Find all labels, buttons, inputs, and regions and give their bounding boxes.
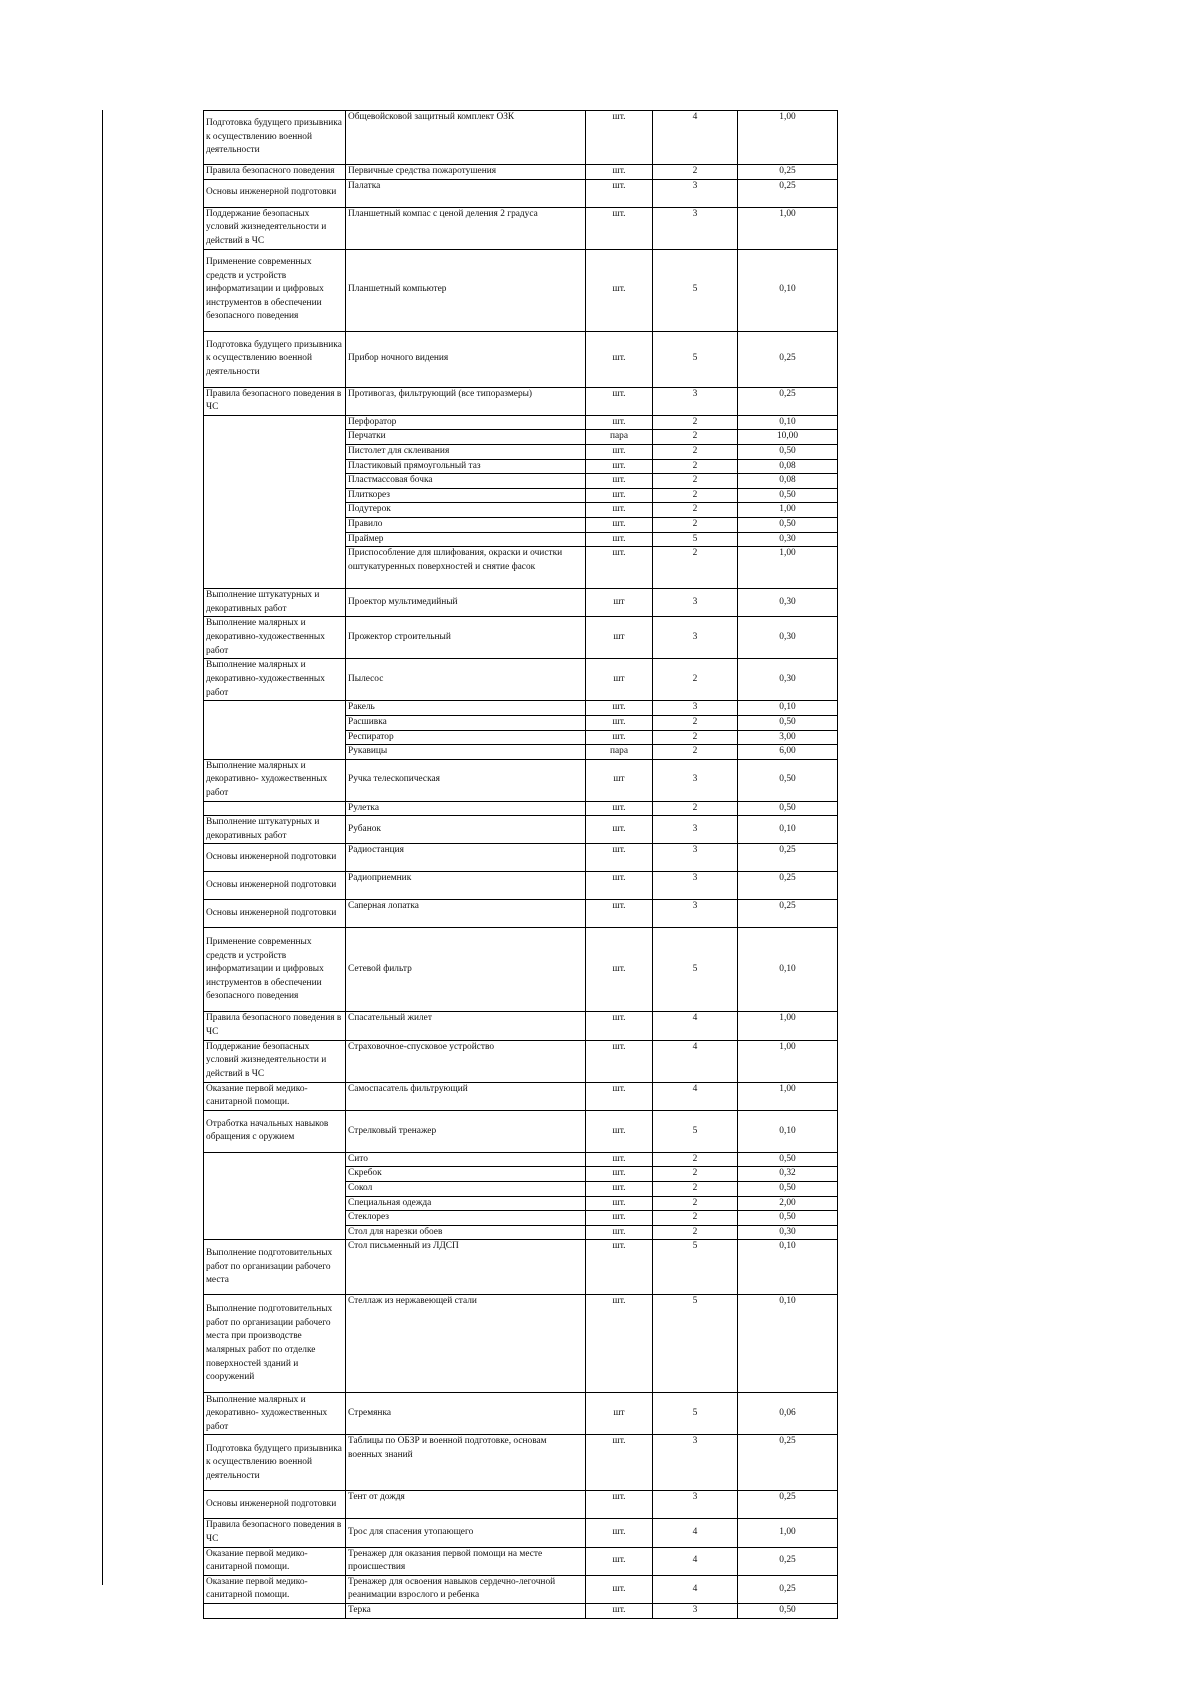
section-cell: Правила безопасного поведения в ЧС [204,1012,346,1040]
unit-cell: шт. [586,701,653,716]
item-name-cell: Радиостанция [346,844,586,872]
item-name-cell: Праймер [346,532,586,547]
quantity-cell: 3 [653,1435,738,1491]
coefficient-cell: 0,30 [738,1225,838,1240]
table-row [204,1040,838,1082]
item-name-cell: Трос для спасения утопающего [346,1519,586,1547]
unit-cell: шт. [586,1519,653,1547]
item-name-cell: Спасательный жилет [346,1012,586,1040]
coefficient-cell: 0,30 [738,617,838,659]
item-name-cell: Перфоратор [346,415,586,430]
section-cell [204,415,346,588]
section-cell: Основы инженерной подготовки [204,872,346,900]
coefficient-cell: 0,50 [738,1211,838,1226]
section-cell: Правила безопасного поведения в ЧС [204,387,346,415]
item-name-cell: Тент от дождя [346,1491,586,1519]
coefficient-cell: 0,32 [738,1167,838,1182]
table-row [204,249,838,331]
quantity-cell: 2 [653,165,738,180]
coefficient-cell: 0,10 [738,1295,838,1393]
unit-cell: шт. [586,503,653,518]
quantity-cell: 5 [653,1295,738,1393]
quantity-cell: 5 [653,1110,738,1152]
section-cell: Применение современных средств и устройств информатизации и цифровых инструментов в обеспечении безопасного поведения [204,928,346,1012]
coefficient-cell: 0,25 [738,900,838,928]
table-row [204,759,838,801]
coefficient-cell: 0,50 [738,444,838,459]
unit-cell: шт. [586,1295,653,1393]
coefficient-cell: 0,10 [738,1240,838,1295]
item-name-cell: Таблицы по ОБЗР и военной подготовке, основам военных знаний [346,1435,586,1491]
section-cell: Подготовка будущего призывника к осуществлению военной деятельности [204,331,346,387]
coefficient-cell: 0,30 [738,532,838,547]
item-name-cell: Респиратор [346,730,586,745]
quantity-cell: 3 [653,589,738,617]
quantity-cell: 5 [653,1393,738,1435]
unit-cell: шт. [586,844,653,872]
item-name-cell: Стол письменный из ЛДСП [346,1240,586,1295]
table-row [204,111,838,165]
unit-cell: шт. [586,547,653,589]
unit-cell: шт. [586,444,653,459]
quantity-cell: 4 [653,1519,738,1547]
coefficient-cell: 0,25 [738,1547,838,1575]
coefficient-cell: 0,50 [738,715,838,730]
quantity-cell: 3 [653,617,738,659]
quantity-cell: 2 [653,1211,738,1226]
quantity-cell: 5 [653,532,738,547]
item-name-cell: Ракель [346,701,586,716]
item-name-cell: Сито [346,1152,586,1167]
item-name-cell: Терка [346,1603,586,1618]
table-row [204,331,838,387]
unit-cell: шт. [586,179,653,207]
coefficient-cell: 0,06 [738,1393,838,1435]
item-name-cell: Скребок [346,1167,586,1182]
item-name-cell: Рулетка [346,801,586,816]
coefficient-cell: 0,50 [738,1152,838,1167]
item-name-cell: Общевойсковой защитный комплект ОЗК [346,111,586,165]
item-name-cell: Первичные средства пожаротушения [346,165,586,180]
quantity-cell: 5 [653,249,738,331]
section-cell: Выполнение штукатурных и декоративных работ [204,589,346,617]
section-cell [204,701,346,759]
unit-cell: пара [586,430,653,445]
quantity-cell: 2 [653,745,738,760]
unit-cell: шт. [586,387,653,415]
unit-cell: шт. [586,1211,653,1226]
table-row [204,179,838,207]
table-row [204,589,838,617]
coefficient-cell: 0,50 [738,517,838,532]
quantity-cell: 2 [653,801,738,816]
unit-cell: шт. [586,1110,653,1152]
quantity-cell: 2 [653,1225,738,1240]
item-name-cell: Ручка телескопическая [346,759,586,801]
table-row [204,659,838,701]
table-row [204,844,838,872]
quantity-cell: 4 [653,1575,738,1603]
table-row [204,872,838,900]
coefficient-cell: 0,25 [738,179,838,207]
table-row [204,1575,838,1603]
quantity-cell: 2 [653,1196,738,1211]
table-row [204,1547,838,1575]
coefficient-cell: 0,30 [738,589,838,617]
item-name-cell: Прибор ночного видения [346,331,586,387]
quantity-cell: 2 [653,459,738,474]
section-cell [204,801,346,816]
quantity-cell: 3 [653,207,738,249]
quantity-cell: 2 [653,1167,738,1182]
item-name-cell: Специальная одежда [346,1196,586,1211]
coefficient-cell: 0,25 [738,844,838,872]
section-cell: Основы инженерной подготовки [204,179,346,207]
table-row [204,1152,838,1167]
table-row [204,207,838,249]
item-name-cell: Расшивка [346,715,586,730]
item-name-cell: Тренажер для освоения навыков сердечно-легочной реанимации взрослого и ребенка [346,1575,586,1603]
unit-cell: шт [586,589,653,617]
quantity-cell: 5 [653,928,738,1012]
unit-cell: шт. [586,165,653,180]
coefficient-cell: 0,08 [738,459,838,474]
item-name-cell: Прожектор строительный [346,617,586,659]
quantity-cell: 3 [653,872,738,900]
coefficient-cell: 0,50 [738,1603,838,1618]
coefficient-cell: 0,25 [738,387,838,415]
quantity-cell: 2 [653,517,738,532]
unit-cell: шт. [586,1435,653,1491]
item-name-cell: Саперная лопатка [346,900,586,928]
coefficient-cell: 1,00 [738,1082,838,1110]
section-cell [204,1603,346,1618]
coefficient-cell: 0,30 [738,659,838,701]
item-name-cell: Рубанок [346,816,586,844]
item-name-cell: Палатка [346,179,586,207]
table-row [204,816,838,844]
table-row [204,387,838,415]
coefficient-cell: 0,10 [738,249,838,331]
left-margin-rule [102,110,103,1585]
coefficient-cell: 1,00 [738,111,838,165]
table-row [204,1110,838,1152]
unit-cell: шт. [586,872,653,900]
section-cell: Основы инженерной подготовки [204,1491,346,1519]
quantity-cell: 2 [653,1182,738,1197]
section-cell [204,1152,346,1240]
item-name-cell: Пластмассовая бочка [346,474,586,489]
quantity-cell: 3 [653,1603,738,1618]
coefficient-cell: 0,25 [738,331,838,387]
quantity-cell: 5 [653,1240,738,1295]
unit-cell: шт. [586,459,653,474]
coefficient-cell: 0,25 [738,165,838,180]
item-name-cell: Приспособление для шлифования, окраски и очистки оштукатуренных поверхностей и снятие фасок [346,547,586,589]
section-cell: Оказание первой медико-санитарной помощи. [204,1082,346,1110]
unit-cell: шт. [586,1012,653,1040]
item-name-cell: Противогаз, фильтрующий (все типоразмеры) [346,387,586,415]
section-cell: Выполнение малярных и декоративно- художественных работ [204,1393,346,1435]
section-cell: Правила безопасного поведения в ЧС [204,1519,346,1547]
unit-cell: шт [586,1393,653,1435]
coefficient-cell: 1,00 [738,207,838,249]
table-row [204,1012,838,1040]
quantity-cell: 2 [653,659,738,701]
unit-cell: шт. [586,532,653,547]
unit-cell: шт. [586,415,653,430]
coefficient-cell: 0,50 [738,759,838,801]
table-row [204,928,838,1012]
item-name-cell: Планшетный компас с ценой деления 2 градуса [346,207,586,249]
table-row [204,1393,838,1435]
item-name-cell: Рукавицы [346,745,586,760]
item-name-cell: Правило [346,517,586,532]
unit-cell: шт [586,617,653,659]
quantity-cell: 2 [653,1152,738,1167]
unit-cell: шт. [586,1225,653,1240]
quantity-cell: 4 [653,1082,738,1110]
section-cell: Оказание первой медико-санитарной помощи. [204,1547,346,1575]
coefficient-cell: 2,00 [738,1196,838,1211]
unit-cell: шт. [586,488,653,503]
coefficient-cell: 0,50 [738,488,838,503]
item-name-cell: Самоспасатель фильтрующий [346,1082,586,1110]
section-cell: Выполнение малярных и декоративно- художественных работ [204,759,346,801]
section-cell: Выполнение подготовительных работ по организации рабочего места при производстве малярных работ по отделке поверхностей зданий и сооружений [204,1295,346,1393]
item-name-cell: Сокол [346,1182,586,1197]
table-row [204,1435,838,1491]
unit-cell: шт. [586,900,653,928]
item-name-cell: Пластиковый прямоугольный таз [346,459,586,474]
coefficient-cell: 0,50 [738,1182,838,1197]
coefficient-cell: 0,25 [738,872,838,900]
coefficient-cell: 0,50 [738,801,838,816]
unit-cell: шт [586,759,653,801]
unit-cell: шт [586,659,653,701]
item-name-cell: Радиоприемник [346,872,586,900]
equipment-table [203,110,838,1619]
section-cell: Поддержание безопасных условий жизнедеятельности и действий в ЧС [204,1040,346,1082]
item-name-cell: Страховочное-спусковое устройство [346,1040,586,1082]
item-name-cell: Стеллаж из нержавеющей стали [346,1295,586,1393]
coefficient-cell: 1,00 [738,1519,838,1547]
table-row [204,1082,838,1110]
quantity-cell: 2 [653,503,738,518]
unit-cell: шт. [586,730,653,745]
unit-cell: шт. [586,1575,653,1603]
table-row [204,415,838,430]
unit-cell: шт. [586,474,653,489]
coefficient-cell: 3,00 [738,730,838,745]
unit-cell: шт. [586,249,653,331]
coefficient-cell: 0,25 [738,1575,838,1603]
coefficient-cell: 0,25 [738,1491,838,1519]
unit-cell: шт. [586,1152,653,1167]
coefficient-cell: 0,08 [738,474,838,489]
table-row [204,1295,838,1393]
item-name-cell: Стеклорез [346,1211,586,1226]
unit-cell: шт. [586,1182,653,1197]
section-cell: Оказание первой медико-санитарной помощи. [204,1575,346,1603]
unit-cell: шт. [586,207,653,249]
quantity-cell: 3 [653,179,738,207]
coefficient-cell: 0,25 [738,1435,838,1491]
unit-cell: пара [586,745,653,760]
equipment-table-body [204,111,838,1619]
table-row [204,701,838,716]
quantity-cell: 2 [653,430,738,445]
item-name-cell: Перчатки [346,430,586,445]
unit-cell: шт. [586,1240,653,1295]
quantity-cell: 2 [653,547,738,589]
coefficient-cell: 0,10 [738,816,838,844]
coefficient-cell: 1,00 [738,503,838,518]
table-row [204,1603,838,1618]
item-name-cell: Стол для нарезки обоев [346,1225,586,1240]
quantity-cell: 4 [653,1012,738,1040]
section-cell: Правила безопасного поведения [204,165,346,180]
quantity-cell: 3 [653,701,738,716]
quantity-cell: 5 [653,331,738,387]
item-name-cell: Проектор мультимедийный [346,589,586,617]
coefficient-cell: 10,00 [738,430,838,445]
section-cell: Подготовка будущего призывника к осуществлению военной деятельности [204,111,346,165]
unit-cell: шт. [586,816,653,844]
quantity-cell: 2 [653,415,738,430]
quantity-cell: 2 [653,474,738,489]
unit-cell: шт. [586,517,653,532]
section-cell: Выполнение штукатурных и декоративных работ [204,816,346,844]
coefficient-cell: 0,10 [738,701,838,716]
coefficient-cell: 0,10 [738,415,838,430]
table-row [204,1519,838,1547]
coefficient-cell: 0,10 [738,1110,838,1152]
unit-cell: шт. [586,1196,653,1211]
unit-cell: шт. [586,1547,653,1575]
quantity-cell: 2 [653,730,738,745]
item-name-cell: Сетевой фильтр [346,928,586,1012]
unit-cell: шт. [586,1082,653,1110]
item-name-cell: Плиткорез [346,488,586,503]
unit-cell: шт. [586,715,653,730]
section-cell: Применение современных средств и устройств информатизации и цифровых инструментов в обеспечении безопасного поведения [204,249,346,331]
section-cell: Подготовка будущего призывника к осуществлению военной деятельности [204,1435,346,1491]
coefficient-cell: 6,00 [738,745,838,760]
unit-cell: шт. [586,331,653,387]
item-name-cell: Тренажер для оказания первой помощи на месте происшествия [346,1547,586,1575]
unit-cell: шт. [586,1603,653,1618]
unit-cell: шт. [586,1491,653,1519]
item-name-cell: Стремянка [346,1393,586,1435]
coefficient-cell: 1,00 [738,1012,838,1040]
section-cell: Выполнение малярных и декоративно-художественных работ [204,659,346,701]
section-cell: Основы инженерной подготовки [204,844,346,872]
section-cell: Отработка начальных навыков обращения с оружием [204,1110,346,1152]
quantity-cell: 3 [653,759,738,801]
table-row [204,165,838,180]
coefficient-cell: 0,10 [738,928,838,1012]
table-row [204,801,838,816]
unit-cell: шт. [586,111,653,165]
quantity-cell: 2 [653,444,738,459]
item-name-cell: Планшетный компьютер [346,249,586,331]
item-name-cell: Подутерок [346,503,586,518]
section-cell: Основы инженерной подготовки [204,900,346,928]
unit-cell: шт. [586,1040,653,1082]
unit-cell: шт. [586,1167,653,1182]
coefficient-cell: 1,00 [738,1040,838,1082]
quantity-cell: 3 [653,844,738,872]
quantity-cell: 3 [653,387,738,415]
quantity-cell: 3 [653,900,738,928]
item-name-cell: Стрелковый тренажер [346,1110,586,1152]
section-cell: Поддержание безопасных условий жизнедеятельности и действий в ЧС [204,207,346,249]
item-name-cell: Пылесос [346,659,586,701]
section-cell: Выполнение подготовительных работ по организации рабочего места [204,1240,346,1295]
unit-cell: шт. [586,928,653,1012]
quantity-cell: 3 [653,1491,738,1519]
quantity-cell: 3 [653,816,738,844]
item-name-cell: Пистолет для склеивания [346,444,586,459]
unit-cell: шт. [586,801,653,816]
table-row [204,1240,838,1295]
quantity-cell: 2 [653,715,738,730]
quantity-cell: 4 [653,1547,738,1575]
quantity-cell: 4 [653,1040,738,1082]
quantity-cell: 4 [653,111,738,165]
section-cell: Выполнение малярных и декоративно-художественных работ [204,617,346,659]
quantity-cell: 2 [653,488,738,503]
table-row [204,1491,838,1519]
table-row [204,617,838,659]
table-row [204,900,838,928]
coefficient-cell: 1,00 [738,547,838,589]
